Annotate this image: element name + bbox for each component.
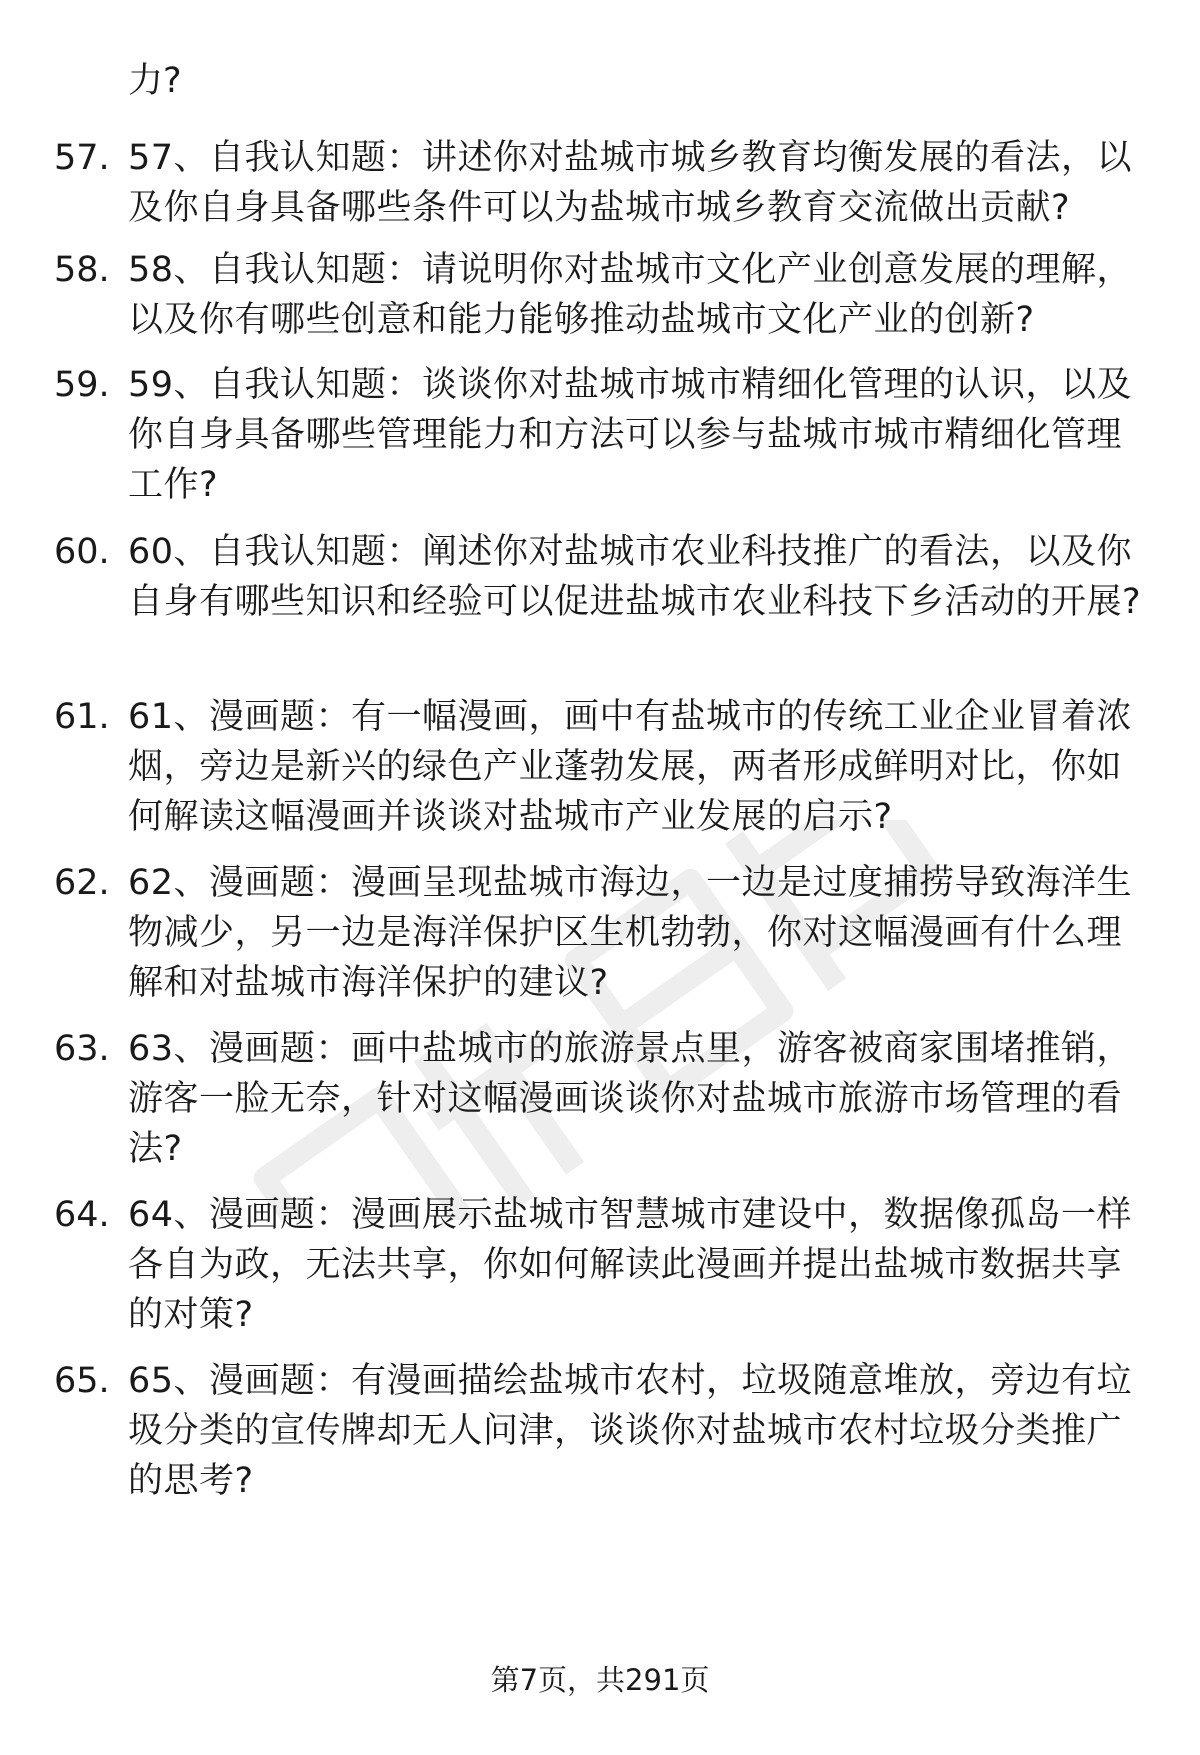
item-number: 63. (54, 1029, 110, 1069)
item-text: 57、自我认知题：讲述你对盐城市城乡教育均衡发展的看法，以及你自身具备哪些条件可以为盐城市城乡教育交流做出贡献? (128, 138, 1133, 228)
item-number: 59. (54, 365, 110, 405)
continued-text: 力? (128, 61, 182, 101)
item-text: 59、自我认知题：谈谈你对盐城市城市精细化管理的认识，以及你自身具备哪些管理能力和方法可以参与盐城市城市精细化管理工作? (128, 365, 1133, 505)
item-text: 61、漫画题：有一幅漫画，画中有盐城市的传统工业企业冒着浓烟，旁边是新兴的绿色产业蓬勃发展，两者形成鲜明对比，你如何解读这幅漫画并谈谈对盐城市产业发展的启示? (128, 697, 1133, 837)
item-number: 64. (54, 1195, 110, 1235)
item-text: 58、自我认知题：请说明你对盐城市文化产业创意发展的理解，以及你有哪些创意和能力能够推动盐城市文化产业的创新? (128, 250, 1133, 340)
item-text: 60、自我认知题：阐述你对盐城市农业科技推广的看法，以及你自身有哪些知识和经验可以促进盐城市农业科技下乡活动的开展? (128, 532, 1142, 622)
item-number: 58. (54, 250, 110, 290)
item-number: 62. (54, 863, 110, 903)
item-text: 65、漫画题：有漫画描绘盐城市农村，垃圾随意堆放，旁边有垃圾分类的宣传牌却无人问津，谈谈你对盐城市农村垃圾分类推广的思考? (128, 1361, 1133, 1501)
item-text: 64、漫画题：漫画展示盐城市智慧城市建设中，数据像孤岛一样各自为政，无法共享，你如何解读此漫画并提出盐城市数据共享的对策? (128, 1195, 1133, 1335)
page-footer: 第7页，共291页 (490, 1663, 710, 1697)
item-number: 60. (54, 532, 110, 572)
item-number: 57. (54, 138, 110, 178)
item-text: 62、漫画题：漫画呈现盐城市海边，一边是过度捕捞导致海洋生物减少，另一边是海洋保护区生机勃勃，你对这幅漫画有什么理解和对盐城市海洋保护的建议? (128, 863, 1133, 1003)
item-number: 65. (54, 1361, 110, 1401)
item-text: 63、漫画题：画中盐城市的旅游景点里，游客被商家围堵推销，游客一脸无奈，针对这幅漫画谈谈你对盐城市旅游市场管理的看法? (128, 1029, 1133, 1169)
item-number: 61. (54, 697, 110, 737)
